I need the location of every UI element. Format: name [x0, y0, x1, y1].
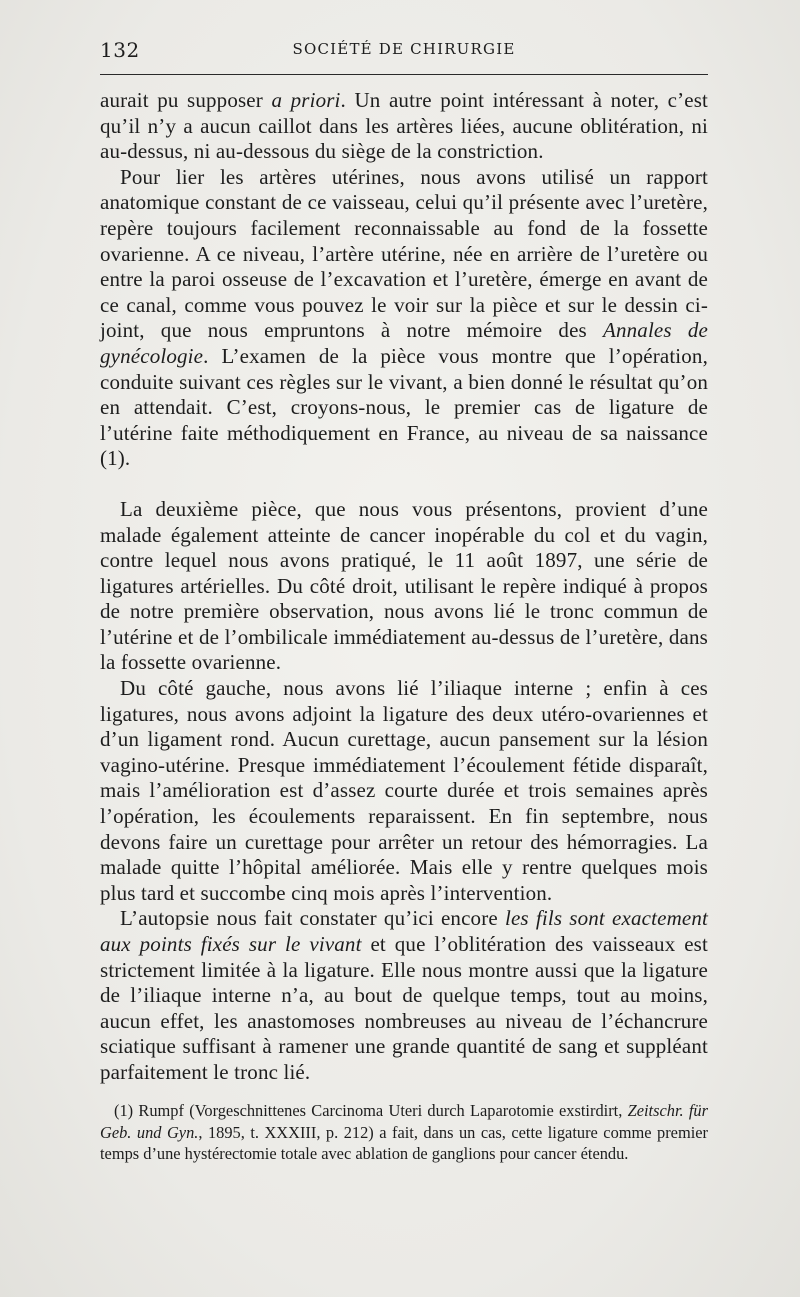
paragraph-1	[100, 88, 708, 165]
paragraph-1-text: aurait pu supposer	[100, 88, 272, 112]
paragraph-2	[100, 165, 708, 472]
page-number: 132	[100, 38, 140, 62]
footnote-italic: Zeitschr. für Geb. und Gyn.	[100, 1101, 709, 1142]
footnote-text: (1) Rumpf (Vorgeschnittenes Carcinoma Uteri durch Laparotomie exstirdirt,	[114, 1101, 628, 1120]
paragraph-2-text: Pour lier les artères utérines, nous avons utilisé un rapport anatomique constant de ce vaisseau, celui qu’il présente avec l’uretère, repère toujours facilement reconnaissable au fond de la fossette ovarienne. A ce niveau, l’artère utérine, née en arrière de l’uretère ou entre la paroi osseuse de l’excavation et l’uretère, émerge en avant de ce canal, comme vous pouvez le voir sur la pièce et sur le dessin ci-joint, que nous empruntons à notre mémoire des	[100, 164, 708, 343]
header-rule	[100, 74, 708, 75]
footnote-text: , 1895, t. XXXIII, p. 212) a fait, dans un cas, cette ligature comme premier temps d’une hystérectomie totale avec ablation de ganglions pour cancer étendu.	[100, 1122, 708, 1163]
paragraph-1-text: . Un autre point intéressant à noter, c’est qu’il n’y a aucun caillot dans les artères liées, aucune oblitération, ni au-dessus, ni au-dessous du siège de la constriction.	[100, 88, 709, 164]
page-header	[100, 38, 708, 68]
body-text	[100, 88, 708, 1086]
running-head: SOCIÉTÉ DE CHIRURGIE	[292, 40, 516, 58]
paragraph-5-italic: les fils sont exactement aux points fixés sur le vivant	[100, 906, 708, 956]
paragraph-5-text: et que l’oblitération des vaisseaux est strictement limitée à la ligature. Elle nous montre aussi que la ligature de l’iliaque interne n’a, au bout de quelque temps, tout au moins, aucun effet, les anastomoses nombreuses au niveau de l’échancrure sciatique suffisant à ramener une grande quantité de sang et suppléant parfaitement le tronc lié.	[100, 932, 708, 1084]
footnote-1	[100, 1100, 708, 1165]
paragraph-3	[100, 497, 708, 676]
paragraph-5	[100, 906, 708, 1085]
paragraph-2-italic: Annales de gynécologie	[100, 318, 708, 368]
footnote	[100, 1100, 708, 1165]
paragraph-2-text: . L’examen de la pièce vous montre que l’opération, conduite suivant ces règles sur le vivant, a bien donné le résultat qu’on en attendait. C’est, croyons-nous, le premier cas de ligature de l’utérine faite méthodiquement en France, au niveau de sa naissance (1).	[100, 343, 708, 471]
paragraph-4	[100, 676, 708, 906]
paragraph-3-text: La deuxième pièce, que nous vous présentons, provient d’une malade également atteinte de cancer inopérable du col et du vagin, contre lequel nous avons pratiqué, le 11 août 1897, une série de ligatures artérielles. Du côté droit, utilisant le repère indiqué à propos de notre première observation, nous avons lié le tronc commun de l’utérine et de l’ombilicale immédiatement au-dessus de l’uretère, dans la fossette ovarienne.	[100, 496, 708, 675]
paragraph-4-text: Du côté gauche, nous avons lié l’iliaque interne ; enfin à ces ligatures, nous avons adjoint la ligature des deux utéro-ovariennes et d’un ligament rond. Aucun curettage, aucun pansement sur la lésion vagino-utérine. Presque immédiatement l’écoulement fétide disparaît, mais l’amélioration est d’assez courte durée et trois semaines après l’opération, les écoulements reparaissent. En fin septembre, nous devons faire un curettage pour arrêter un retour des hémorragies. La malade quitte l’hôpital améliorée. Mais elle y rentre quelques mois plus tard et succombe cinq mois après l’intervention.	[100, 676, 708, 905]
paragraph-5-text: L’autopsie nous fait constater qu’ici encore	[120, 906, 505, 931]
paragraph-1-italic: a priori	[271, 88, 341, 112]
